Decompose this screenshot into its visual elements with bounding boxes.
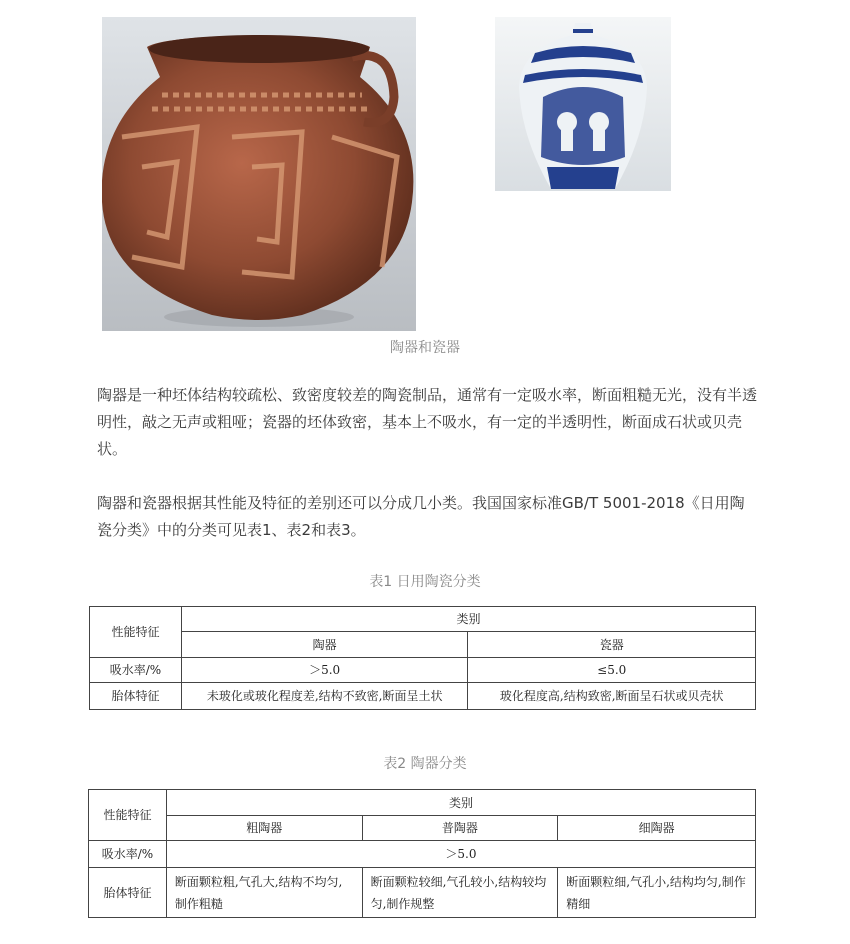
table2-caption: 表2 陶器分类 [383,756,467,772]
paragraph-1: 陶器是一种坯体结构较疏松、致密度较差的陶瓷制品，通常有一定吸水率，断面粗糙无光，没有半透明性，敲之无声或粗哑；瓷器的坯体致密，基本上不吸水，有一定的半透明性，断面成石状或贝壳状。 [97,386,758,458]
table2-col-header: 细陶器 [558,816,756,841]
pottery-jar-illustration [102,17,416,331]
table2-cell: 断面颗粒细,气孔小,结构均匀,制作精细 [558,868,756,918]
table1-row-label: 胎体特征 [90,683,182,710]
table-row [90,658,756,683]
paragraph-2: 陶器和瓷器根据其性能及特征的差别还可以分成几小类。我国国家标准GB/T 5001-2018《日用陶瓷分类》中的分类可见表1、表2和表3。 [97,494,745,539]
table2-col-header: 粗陶器 [166,816,362,841]
table2-header-feature: 性能特征 [89,790,167,841]
table1-cell: ＞5.0 [181,658,468,683]
table1-row-label: 吸水率/% [90,658,182,683]
table-row [89,841,756,868]
table2-row-label: 胎体特征 [89,868,167,918]
vase-illustration [495,17,671,191]
figure-caption: 陶器和瓷器 [390,340,460,356]
table1-cell: 未玻化或玻化程度差,结构不致密,断面呈土状 [181,683,468,710]
table-row [89,868,756,918]
table1-col-header: 瓷器 [468,632,756,658]
table1-header-category: 类别 [181,607,755,632]
table1-cell: 玻化程度高,结构致密,断面呈石状或贝壳状 [468,683,756,710]
table1-cell: ≤5.0 [468,658,756,683]
table2-cell: ＞5.0 [166,841,755,868]
table1-caption: 表1 日用陶瓷分类 [369,574,481,590]
table2-row-label: 吸水率/% [89,841,167,868]
table2-header-category: 类别 [166,790,755,816]
pottery-image [102,17,416,331]
table1-col-header: 陶器 [181,632,468,658]
table2-col-header: 普陶器 [362,816,558,841]
porcelain-vase-image [495,17,671,191]
table2-cell: 断面颗粒粗,气孔大,结构不均匀,制作粗糙 [166,868,362,918]
table2-cell: 断面颗粒较细,气孔较小,结构较均匀,制作规整 [362,868,558,918]
table-2 [88,789,756,918]
table-1 [89,606,756,710]
table-row [90,683,756,710]
table1-header-feature: 性能特征 [90,607,182,658]
